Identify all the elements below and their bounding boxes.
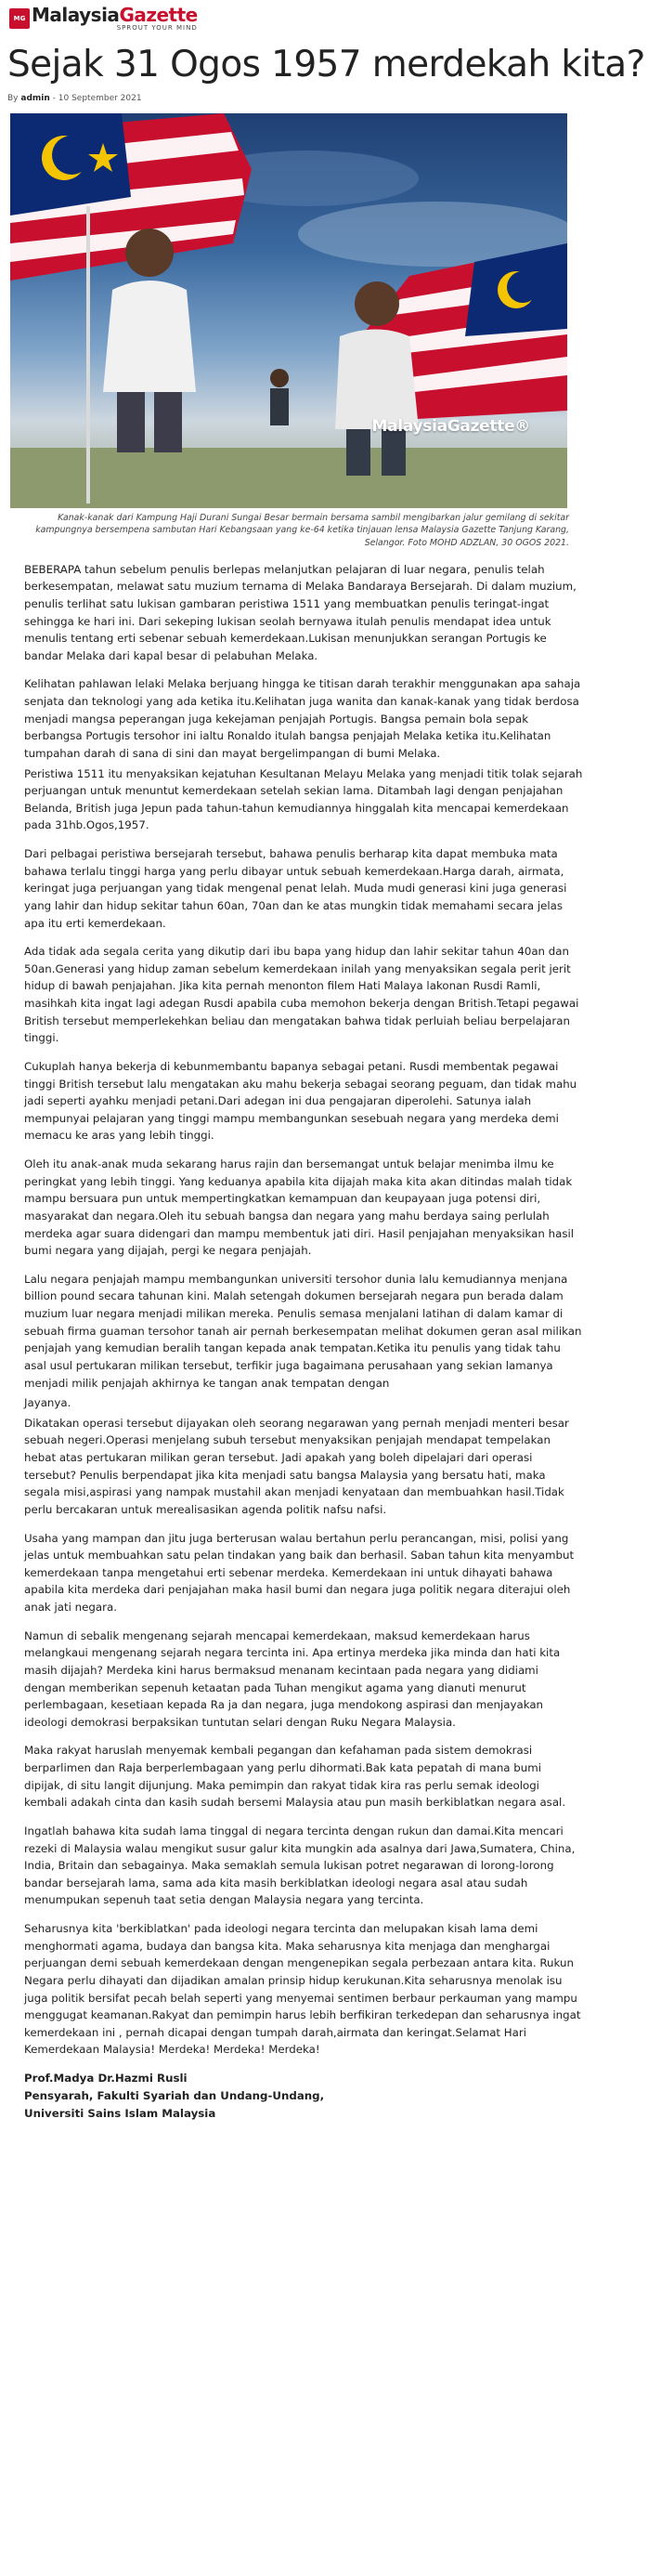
paragraph: Dari pelbagai peristiwa bersejarah tersebut, bahawa penulis berharap kita dapat membuka mata bahawa terlalu tinggi harga yang perlu dibayar untuk sebuah kemerdekaan.Harga darah, airmata, keringat juga perjuangan yang tidak mengenal penat lelah. Muda mudi generasi kini juga generasi yang lahir dan hidup sekitar tahun 60an, 70an dan ke atas mungkin tidak memahami secara jelas apa itu erti kemerdekaan. — [24, 847, 567, 930]
paragraph: Ada tidak ada segala cerita yang dikutip dari ibu bapa yang hidup dan lahir sekitar tahun 40an dan 50an.Generasi yang hidup zaman sebelum kemerdekaan inilah yang menyaksikan segala perit jerit hidup di bawah penjajahan. Jika kita pernah menonton filem Hati Malaya lakonan Rusdi Ramli, masihkah kita ingat lagi adegan Rusdi apabila cuba memohon bekerja dengan British.Tetapi pegawai British tersebut memperlekehkan beliau dan mengatakan bahwa tidak perluiah beliau berpelajaran tinggi. — [24, 945, 579, 1045]
article-title: Sejak 31 Ogos 1957 merdekah kita? — [7, 44, 645, 85]
paragraph: Dikatakan operasi tersebut dijayakan oleh seorang negarawan yang pernah menjadi menteri besar sebuah negeri.Operasi menjelang subuh tersebut menyaksikan penjajah mendapat tempelakan hebat atas pertukaran milikan geran tersebut. Jadi apakah yang boleh dipelajari dari operasi tersebut? Penulis berpendapat jika kita menjadi satu bangsa Malaysia yang bersatu hati, maka segala misi,aspirasi yang nampak mustahil akan menjadi kenyataan dan membuahkan hasil.Tidak perlu bercakaran untuk merealisasikan agenda politik nafsu nafsi. — [24, 1416, 569, 1516]
publish-date: 10 September 2021 — [58, 93, 142, 103]
logo-wordmark[interactable] — [32, 6, 198, 24]
logo-badge[interactable]: MG — [9, 8, 30, 29]
paragraph: Ingatlah bahawa kita sudah lama tinggal di negara tercinta dengan rukun dan damai.Kita mencari rezeki di Malaysia walau mengikut susur galur kita mungkin ada asalnya dari Jawa,Sumatera, China, India, Britain dan sebagainya. Maka semaklah semula lukisan potret negarawan di lorong-lorong bandar bersejarah lama, sama ada kita masih berkiblatkan ideologi negara asal atau sudah menumpukan sepenuh taat setia dengan Malaysia negara yang tercinta. — [24, 1824, 576, 1907]
byline-prefix: By — [7, 93, 19, 103]
author-signature — [24, 2070, 583, 2123]
logo-part-gazette: Gazette — [119, 4, 198, 26]
image-watermark: MalaysiaGazette® — [371, 416, 530, 436]
paragraph: Peristiwa 1511 itu menyaksikan kejatuhan Kesultanan Melayu Melaka yang menjadi titik tolak sejarah perjuangan untuk menuntut kemerdekaan setelah sekian lama. Ditambah lagi dengan penjajahan Belanda, British juga Jepun pada tahun-tahun kemudiannya hinggalah kita mencapai kemerdekaan pada 31hb.Ogos,1957. — [24, 766, 583, 832]
paragraph: Usaha yang mampan dan jitu juga berterusan walau bertahun perlu perancangan, misi, polisi yang jelas untuk membuahkan satu pelan tindakan yang baik dan berhasil. Saban tahun kita menyambut kemerdekaan tanpa mengetahui erti sebenar merdeka. Kemerdekaan ini untuk dihayati bahawa apabila kita merdeka dari penjajahan maka hasil bumi dan negara juga politik negara diterajui oleh anak jati negara. — [24, 1531, 575, 1615]
paragraph: BEBERAPA tahun sebelum penulis berlepas melanjutkan pelajaran di luar negara, penulis telah berkesempatan, melawat satu muzium ternama di Melaka Bandaraya Bersejarah. Di dalam muzium, penulis terlihat satu lukisan gambaran peristiwa 1511 yang membuatkan penulis teringat-ingat sehingga ke hari ini. Dari sekeping lukisan seolah bernyawa itulah penulis mendapat idea untuk menulis tentang erti sebenar sebuah kemerdekaan.Lukisan menunjukkan serangan Portugis ke bandar Melaka dari kapal besar di pelabuhan Melaka. — [24, 562, 577, 662]
signature-position: Pensyarah, Fakulti Syariah dan Undang-Undang, — [24, 2088, 325, 2102]
paragraph: Seharusnya kita 'berkiblatkan' pada ideologi negara tercinta dan melupakan kisah lama demi menghormati agama, budaya dan bangsa kita. Maka seharusnya kita menjaga dan menghargai perjuangan demi sebuah kemerdekaan dengan mengenepikan segala perbezaan antara kita. Rukun Negara perlu dihayati dan dijadikan amalan prinsip hidup kerukunan.Kita seharusnya menolak isu juga politik bersifat pecah belah seperti yang menyemai sentimen berbaur perkauman yang mampu menggugat keamanan.Rakyat dan pemimpin harus lebih berfikiran terkedepan dan seharusnya ingat kemerdekaan ini , pernah dicapai dengan tumpah darah,airmata dan keringat.Selamat Hari Kemerdekaan Malaysia! Merdeka! Merdeka! Merdeka! — [24, 1922, 581, 2057]
paragraph: Maka rakyat haruslah menyemak kembali pegangan dan kefahaman pada sistem demokrasi berparlimen dan Raja berperlembagaan yang perlu dihormati.Bak kata pepatah di mana bumi dipijak, di situ langit dijunjung. Maka pemimpin dan rakyat tidak kira ras perlu semak ideologi kembali adakah cinta dan kasih sudah bersemi Malaysia atau pun masih berkiblatkan negara asal. — [24, 1744, 566, 1810]
paragraph: Jayanya. — [24, 1396, 71, 1410]
signature-name: Prof.Madya Dr.Hazmi Rusli — [24, 2072, 188, 2086]
paragraph: Oleh itu anak-anak muda sekarang harus rajin dan bersemangat untuk belajar menimba ilmu ke peringkat yang lebih tinggi. Yang keduanya apabila kita dijajah maka kita akan ditindas malah tidak mampu bersuara pun untuk mempertingkatkan kemampuan dan keupayaan juga potensi diri, masyarakat dan negara.Oleh itu sebuah bangsa dan negara yang mahu berdaya saing perlulah merdeka agar suara didengari dan mampu membentuk jati diri. Hasil penjajahan menyaksikan hasil bumi negara yang dijajah, pergi ke negara penjajah. — [24, 1157, 575, 1258]
byline-separator: - — [49, 93, 58, 103]
paragraph: Lalu negara penjajah mampu membangunkan universiti tersohor dunia lalu kemudiannya menjana billion pound secara tahunan kini. Malah setengah dokumen bersejarah negara pun berada dalam muzium luar negara menjadi milikan mereka. Penulis semasa menjalani latihan di dalam kamar di sebuah firma guaman tersohor tanah air pernah berkesempatan melihat dokumen geran asal milikan penjajah yang kemudian beralih tangan kepada anak tempatan.Ketika itu penulis yang tidak tahu asal usul pertukaran milikan tersebut, terfikir juga bagaimana perusahaan yang sekian lamanya menjadi milik penjajah akhirnya ke tangan anak tempatan dengan — [24, 1272, 582, 1390]
paragraph: Namun di sebalik mengenang sejarah mencapai kemerdekaan, maksud kemerdekaan harus melangkaui mengenang sejarah negara tercinta ini. Apa ertinya merdeka jika minda dan hati kita masih dijajah? Merdeka kini harus bermaksud menanam kecintaan pada negara yang didiami dengan memberikan sepenuh ketaatan pada Tuhan mengikut agama yang dianuti menurut perlembagaan, kesetiaan kepada Ra ja dan negara, juga mendokong aspirasi dan menjayakan ideologi demokrasi berpaksikan tuntutan selari dengan Ruku Negara Malaysia. — [24, 1628, 561, 1729]
hero-image — [10, 113, 567, 508]
paragraph: Kelihatan pahlawan lelaki Melaka berjuang hingga ke titisan darah terakhir menggunakan apa sahaja senjata dan teknologi yang ada ketika itu.Kelihatan juga wanita dan kanak-kanak yang tidak berdosa menjadi mangsa peperangan juga kekejaman penjajah Portugis. Bangsa pemain bola sepak berbangsa Portugis tersohor ini ialtu Ronaldo itulah bangsa penjajah Melaka ketika itu.Kelihatan tumpahan darah di sana di sini dan mayat bergelimpangan di bumi Melaka. — [24, 677, 581, 760]
site-header — [7, 0, 654, 37]
image-caption: Kanak-kanak dari Kampung Haji Durani Sungai Besar bermain bersama sambil mengibarkan jalur gemilang di sekitar kampungnya bersempena sambutan Hari Kebangsaan yang ke-64 ketika tinjauan lensa Malaysia Gazette Tanjung Karang, Selangor. Foto MOHD ADZLAN, 30 OGOS 2021. — [35, 512, 569, 549]
hero-illustration — [10, 113, 567, 508]
signature-institution: Universiti Sains Islam Malaysia — [24, 2106, 216, 2120]
paragraph: Cukuplah hanya bekerja di kebunmembantu bapanya sebagai petani. Rusdi membentak pegawai tinggi British tersebut lalu mengatakan aku mahu bekerja sebagai seorang peguam, dan tidak mahu jadi seperti ayahku menjadi petani.Dari adegan ini dua pengajaran diperolehi. Satunya ialah mempunyai pelajaran yang tinggi mampu membangunkan sesebuah negara yang merdeka demi memacu ke aras yang lebih tinggi. — [24, 1059, 577, 1143]
logo-tagline: SPROUT YOUR MIND — [116, 24, 198, 32]
site-logo[interactable] — [32, 6, 198, 32]
logo-part-malaysia: Malaysia — [32, 4, 120, 26]
byline — [7, 94, 654, 103]
article-body — [7, 561, 583, 2123]
author-link[interactable]: admin — [20, 93, 50, 103]
